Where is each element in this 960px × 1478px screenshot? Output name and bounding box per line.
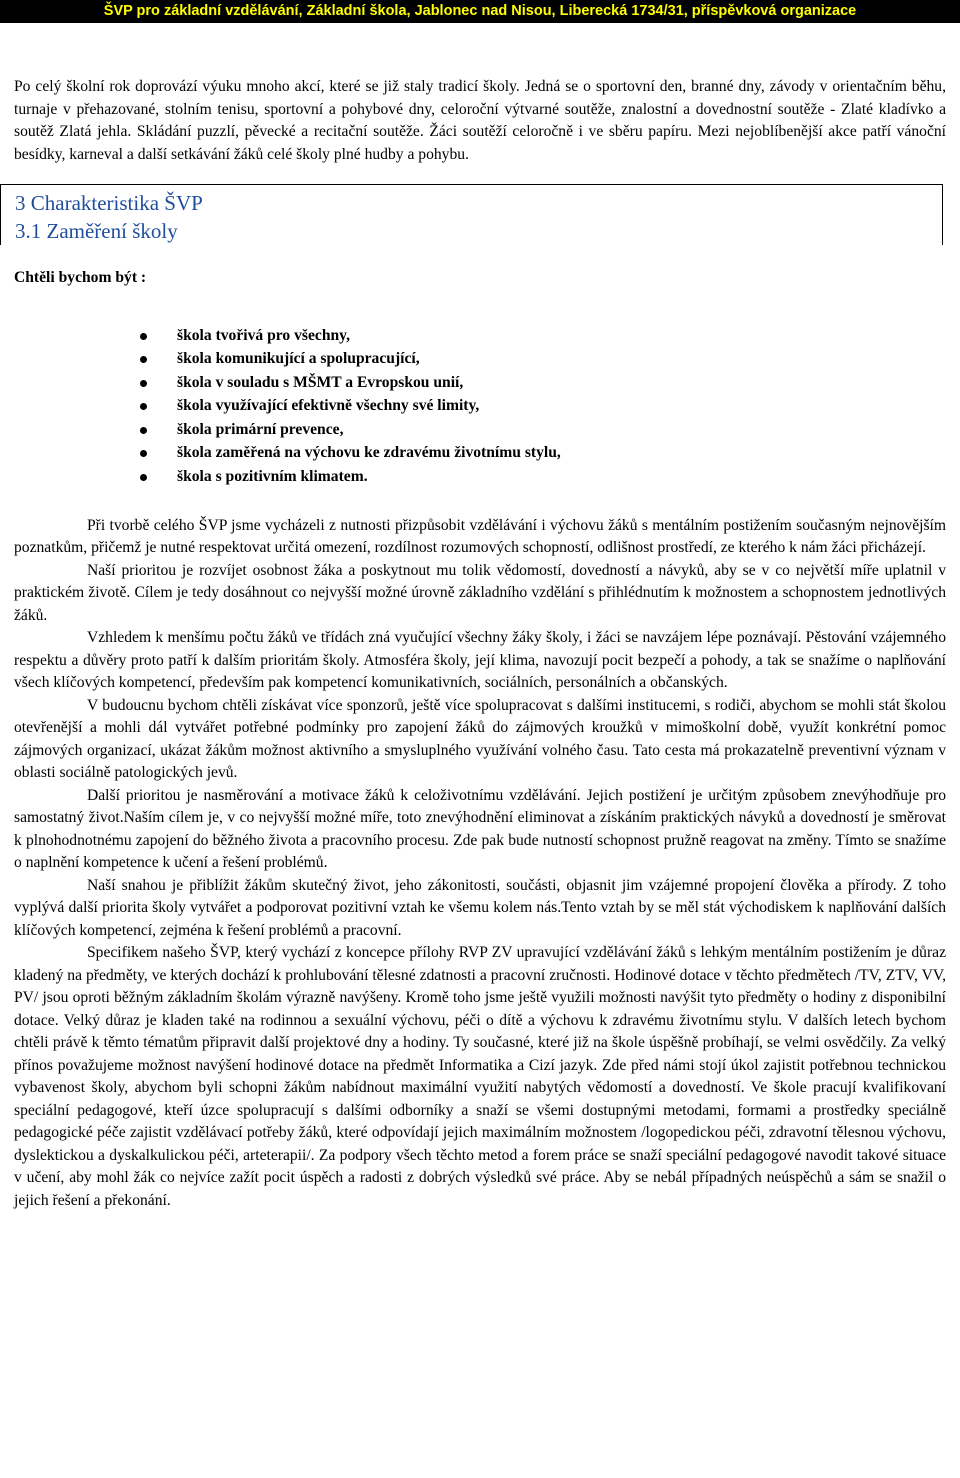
bullet-icon <box>140 403 147 410</box>
list-item: škola zaměřená na výchovu ke zdravému životnímu stylu, <box>14 441 946 465</box>
bullet-icon <box>140 427 147 434</box>
body-paragraph: Při tvorbě celého ŠVP jsme vycházeli z nutnosti přizpůsobit vzdělávání i výchovu žáků s mentálním postižením současným nejnovějším poznatkům, přičemž je nutné respektovat určitá omezení, rozdílnost rozumových schopností, odlišnost prostředí, ze kterého k nám žáci přicházejí. <box>14 516 946 557</box>
section-heading-box <box>0 184 943 245</box>
list-item: škola v souladu s MŠMT a Evropskou unií, <box>14 371 946 395</box>
body-paragraph: Naší prioritou je rozvíjet osobnost žáka a poskytnout mu tolik vědomostí, dovedností a návyků, aby se v co největší míře uplatnil v praktickém životě. Cílem je tedy dosáhnout co nejvyšší možné úrovně základního vzdělání s přihlédnutím k možnostem a schopnostem jednotlivých žáků. <box>14 561 946 624</box>
goals-lead: Chtěli bychom být : <box>14 269 147 286</box>
body-paragraph: Další prioritou je nasměrování a motivace žáků k celoživotnímu vzdělávání. Jejich postižení je určitým způsobem znevýhodňuje pro samostatný život.Naším cílem je, v co nejvyšší možné míře, toto znevýhodnění eliminovat a získáním praktických návyků a dovedností je směrovat k plnohodnotnému zapojení do běžného života a pracovního procesu. Zde pak bude nutností schopnost pružně reagovat na změny. Tímto se snažíme o naplnění kompetence k učení a řešení problémů. <box>14 786 946 872</box>
list-item: škola primární prevence, <box>14 418 946 442</box>
list-item: škola komunikující a spolupracující, <box>14 347 946 371</box>
subsection-heading: 3.1 Zaměření školy <box>15 219 178 243</box>
page-body <box>14 76 946 1212</box>
document-header-title: ŠVP pro základní vzdělávání, Základní škola, Jablonec nad Nisou, Liberecká 1734/31, příspěvková organizace <box>103 3 857 19</box>
intro-paragraph: Po celý školní rok doprovází výuku mnoho akcí, které se již staly tradicí školy. Jedná se o sportovní den, branné dny, závody v orientačním běhu, turnaje v přehazované, stolním tenisu, sportovní a pohybové dny, celoroční výtvarné soutěže, znalostní a dovednostní soutěže - Zlaté kladívko a soutěž Zlatá jehla. Skládání puzzlí, pěvecké a recitační soutěže. Žáci soutěží celoročně i ve sběru papíru. Mezi nejoblíbenější akce patří vánoční besídky, karneval a další setkávání žáků celé školy plné hudby a pohybu. <box>14 78 946 163</box>
section-heading: 3 Charakteristika ŠVP <box>15 191 203 215</box>
document-header <box>0 0 960 23</box>
bullet-icon <box>140 380 147 387</box>
bullet-icon <box>140 474 147 481</box>
goals-list <box>14 324 946 489</box>
list-item: škola s pozitivním klimatem. <box>14 465 946 489</box>
bullet-icon <box>140 450 147 457</box>
body-paragraph: Specifikem našeho ŠVP, který vychází z koncepce přílohy RVP ZV upravující vzdělávání žáků s lehkým mentálním postižením je důraz kladený na předměty, ve kterých dochází k prohlubování tělesné zdatnosti a pracovní zručnosti. Hodinové dotace v těchto předmětech /TV, ZTV, VV, PV/ jsou oproti běžným základním školám výrazně navýšeny. Kromě toho jsme ještě využili možnosti navýšit tyto předměty o hodiny z disponibilní dotace. Velký důraz je kladen také na rodinnou a sexuální výchovu, péči o dítě a výchovu k zdravému životnímu stylu. V dalších letech bychom chtěli právě k těmto tématům připravit další projektové dny a hodiny. Ty současné, které již na škole úspěšně probíhají, se velmi osvědčily. Za velký přínos považujeme možnost navýšení hodinové dotace na předmět Informatika a Cizí jazyk. Zde před námi stojí úkol zajistit potřebnou technickou vybavenost školy, abychom byli schopni žákům nabídnout maximální využití nabytých vědomostí a dovedností. Ve škole pracují kvalifikovaní speciální pedagogové, kteří úzce spolupracují s dalšími odborníky a snaží se všemi dostupnými metodami, formami a prostředky speciálně pedagogické péče zajistit vzdělávací potřeby žáků, které odpovídají jejich maximálním možnostem /logopedickou péči, zdravotní tělesnou výchovu, dyslektickou a dyskalkulickou péči, arteterapii/. Za podpory všech těchto metod a forem práce se snaží speciální pedagogové navodit takové situace v učení, aby mohl žák co nejvíce zažít pocit úspěch a radosti z dobrých výsledků své práce. Aby se nebál případných neúspěchů a sám se snažil o jejich řešení a překonání. <box>14 944 946 1209</box>
list-item: škola tvořivá pro všechny, <box>14 324 946 348</box>
body-paragraph: V budoucnu bychom chtěli získávat více sponzorů, ještě více spolupracovat s dalšími institucemi, s rodiči, abychom se mohli stát školou otevřenější a mohli dál vytvářet potřebné podmínky pro zapojení žáků do zájmových kroužků v mimoškolní době, využít konkrétní pomoc zájmových organizací, ukázat žákům možnost aktivního a smysluplného využívání volného času. Tato cesta má prokazatelně preventivní význam v oblasti sociálně patologických jevů. <box>14 696 946 782</box>
body-paragraph: Naší snahou je přiblížit žákům skutečný život, jeho zákonitosti, součásti, objasnit jim vzájemné propojení člověka a přírody. Z toho vyplývá další priorita školy vytvářet a podporovat pozitivní vztah ke všemu kolem nás.Tento vztah by se měl stát východiskem k naplňování dalších klíčových kompetencí, zejména k řešení problémů a pracovní. <box>14 876 946 939</box>
bullet-icon <box>140 333 147 340</box>
body-paragraph: Vzhledem k menšímu počtu žáků ve třídách zná vyučující všechny žáky školy, i žáci se navzájem lépe poznávají. Pěstování vzájemného respektu a důvěry proto patří k dalším prioritám školy. Atmosféra školy, její klima, navozují pocit bezpečí a pohody, a tak se snažíme o naplňování všech klíčových kompetencí, především pak kompetencí komunikativních, sociálních, personálních a občanských. <box>14 629 946 692</box>
bullet-icon <box>140 356 147 363</box>
list-item: škola využívající efektivně všechny své limity, <box>14 394 946 418</box>
